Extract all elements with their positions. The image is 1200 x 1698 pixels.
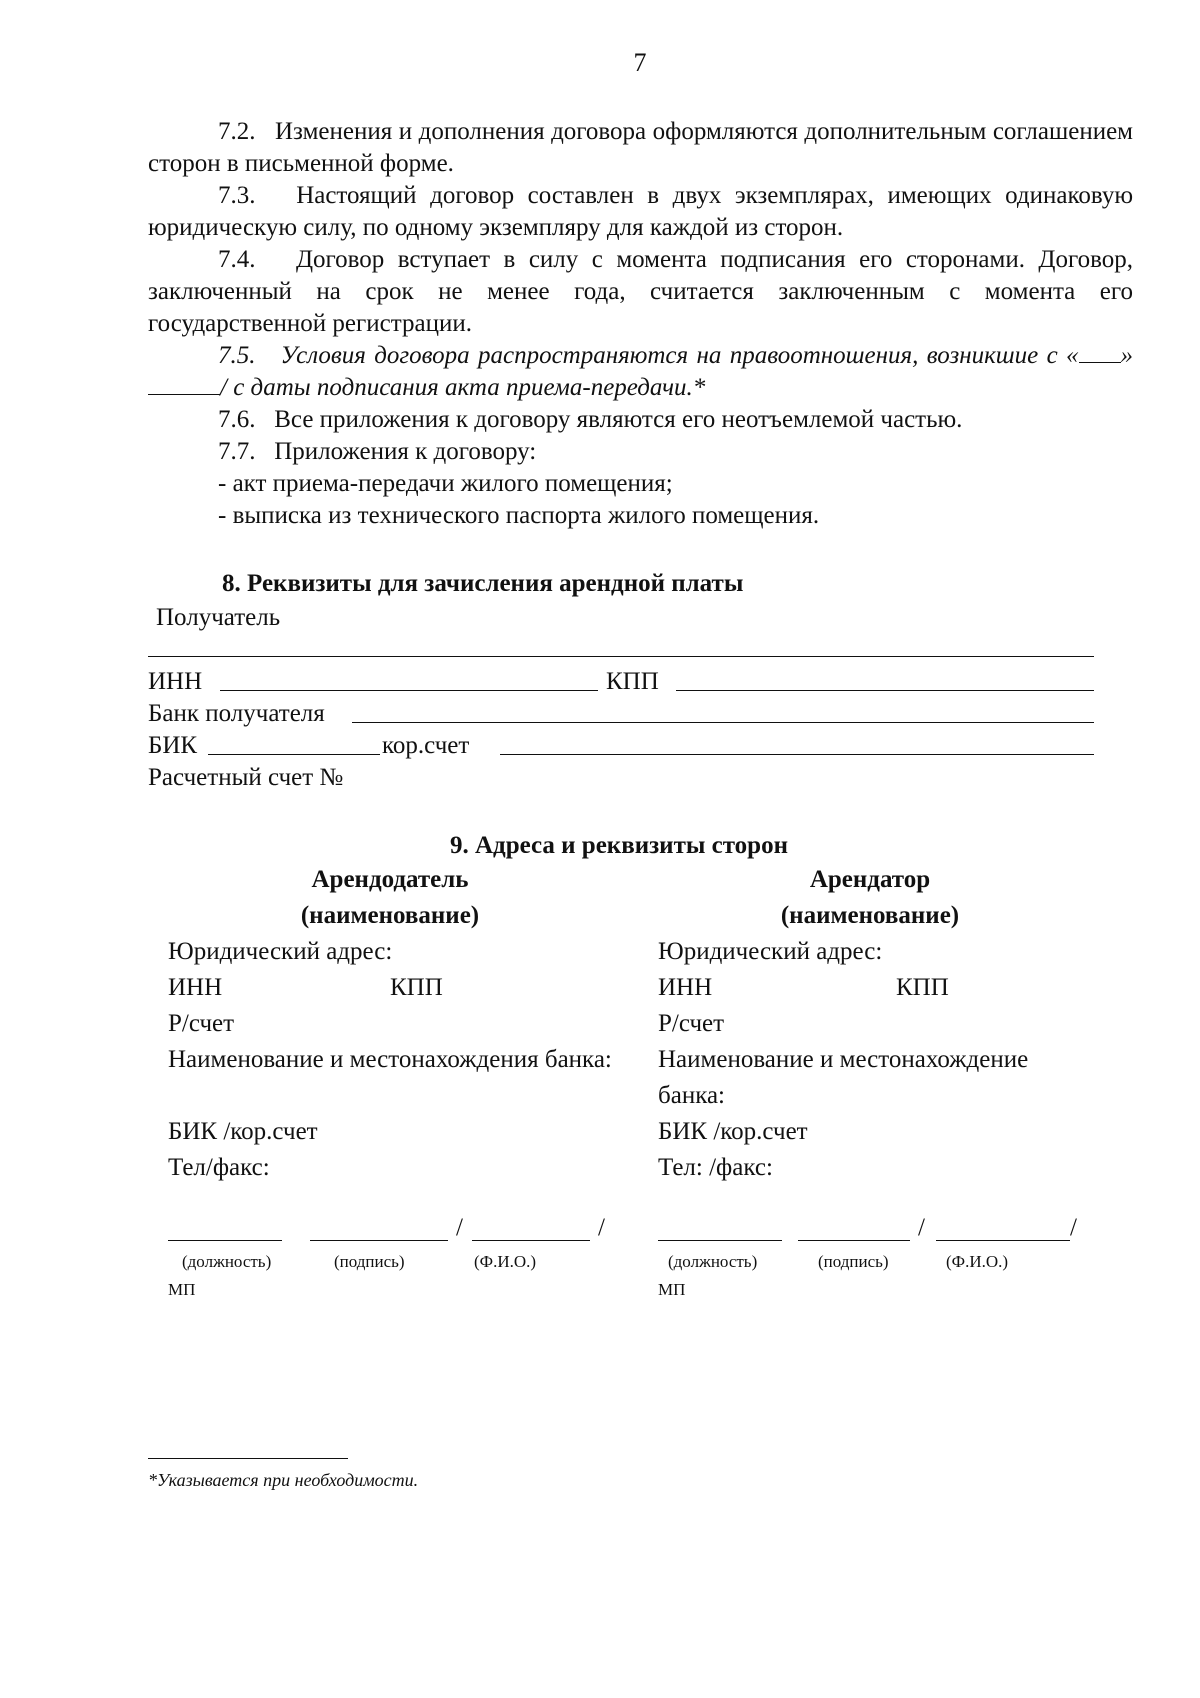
kpp-blank <box>676 690 1094 691</box>
recipient-label: Получатель <box>156 604 281 631</box>
clause-text: Условия договора распространяются на правоотношения, возникшие с « <box>280 342 1079 369</box>
lessor-account-label: Р/счет <box>168 1010 235 1037</box>
lessor-bank-label: Наименование и местонахождения банка: <box>168 1046 612 1073</box>
footnote-separator <box>148 1458 348 1459</box>
lessee-name-hint: (наименование) <box>780 902 960 929</box>
clause-text: Все приложения к договору являются его неотъемлемой частью. <box>274 406 963 433</box>
lessor-signature-line <box>310 1240 448 1241</box>
appendix-item: - акт приема-передачи жилого помещения; <box>218 470 673 497</box>
clause-number: 7.3. <box>218 182 256 209</box>
lessee-kpp-label: КПП <box>896 974 949 1001</box>
lessee-position-line <box>658 1240 782 1241</box>
recipient-blank <box>148 656 1094 657</box>
kpp-label: КПП <box>606 668 659 695</box>
slash: / <box>456 1214 463 1241</box>
lessor-inn-label: ИНН <box>168 974 223 1001</box>
inn-blank <box>220 690 598 691</box>
lessee-inn-label: ИНН <box>658 974 713 1001</box>
bik-label: БИК <box>148 732 198 759</box>
bank-label: Банк получателя <box>148 700 325 727</box>
lessor-address-label: Юридический адрес: <box>168 938 393 965</box>
clause-text: Настоящий договор составлен в двух экземплярах, имеющих одинаковую юридическую силу, по одному экземпляру для каждой из сторон. <box>148 182 1133 241</box>
clause-number: 7.4. <box>218 246 256 273</box>
clause-7-3 <box>148 180 1133 244</box>
clause-7-7 <box>148 436 1133 468</box>
clause-7-5 <box>148 340 1133 404</box>
lessee-position-caption: (должность) <box>668 1252 758 1271</box>
day-blank <box>1079 340 1121 363</box>
clause-7-2 <box>148 116 1133 180</box>
lessee-bik-label: БИК /кор.счет <box>658 1118 808 1145</box>
clause-7-6 <box>148 404 1133 436</box>
clause-7-4 <box>148 244 1133 340</box>
clause-text: / с даты подписания акта приема-передачи.* <box>220 374 706 401</box>
clause-number: 7.5. <box>218 342 256 369</box>
lessor-seal-label: МП <box>168 1280 196 1299</box>
clause-text: Изменения и дополнения договора оформляются дополнительным соглашением сторон в письменной форме. <box>148 118 1133 177</box>
clause-text: » <box>1120 342 1134 369</box>
lessee-fio-caption: (Ф.И.О.) <box>946 1252 1009 1271</box>
section-8-title: 8. Реквизиты для зачисления арендной платы <box>222 570 744 597</box>
lessee-phone-label: Тел: /факс: <box>658 1154 773 1181</box>
slash: / <box>1070 1214 1077 1241</box>
lessee-account-label: Р/счет <box>658 1010 725 1037</box>
slash: / <box>598 1214 605 1241</box>
clause-text: Договор вступает в силу с момента подписания его сторонами. Договор, заключенный на срок не менее года, считается заключенным с момента его государственной регистрации. <box>148 246 1133 337</box>
lessor-name-line <box>472 1240 590 1241</box>
lessor-title: Арендодатель <box>311 866 469 893</box>
lessee-name-line <box>936 1240 1070 1241</box>
bik-blank <box>208 754 380 755</box>
corr-blank <box>500 754 1094 755</box>
corr-label: кор.счет <box>382 732 470 759</box>
slash: / <box>918 1214 925 1241</box>
lessee-signature-caption: (подпись) <box>818 1252 889 1271</box>
date-blank <box>148 372 220 395</box>
clause-number: 7.7. <box>218 438 256 465</box>
lessee-seal-label: МП <box>658 1280 686 1299</box>
page-number: 7 <box>633 48 647 77</box>
clause-text: Приложения к договору: <box>274 438 537 465</box>
lessor-fio-caption: (Ф.И.О.) <box>474 1252 537 1271</box>
lessor-kpp-label: КПП <box>390 974 443 1001</box>
account-label: Расчетный счет № <box>148 764 344 791</box>
lessor-name-hint: (наименование) <box>300 902 480 929</box>
lessor-phone-label: Тел/факс: <box>168 1154 270 1181</box>
lessee-title: Арендатор <box>809 866 931 893</box>
lessor-position-line <box>168 1240 282 1241</box>
lessee-signature-line <box>798 1240 910 1241</box>
footnote: *Указывается при необходимости. <box>148 1470 419 1490</box>
lessee-bank-label: Наименование и местонахождение банка: <box>658 1046 1029 1109</box>
clause-number: 7.2. <box>218 118 256 145</box>
lessor-signature-caption: (подпись) <box>334 1252 405 1271</box>
clause-number: 7.6. <box>218 406 256 433</box>
inn-label: ИНН <box>148 668 203 695</box>
lessee-address-label: Юридический адрес: <box>658 938 883 965</box>
section-9-title: 9. Адреса и реквизиты сторон <box>450 832 788 859</box>
lessor-bik-label: БИК /кор.счет <box>168 1118 318 1145</box>
appendix-item: - выписка из технического паспорта жилого помещения. <box>218 502 820 529</box>
bank-blank <box>352 722 1094 723</box>
lessor-position-caption: (должность) <box>182 1252 272 1271</box>
